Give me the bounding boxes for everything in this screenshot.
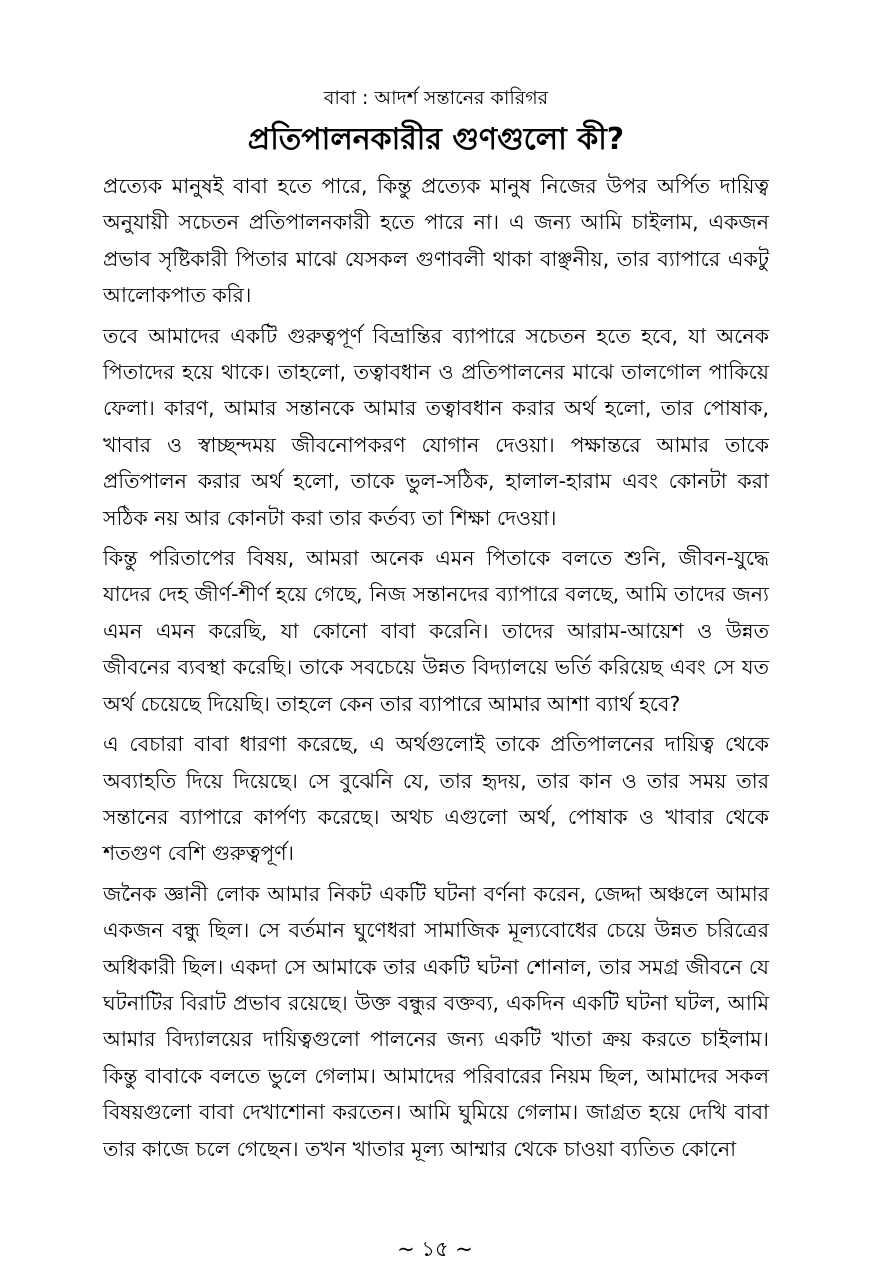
paragraph-5: জনৈক জ্ঞানী লোক আমার নিকট একটি ঘটনা বর্ণনা করেন, জেদ্দা অঞ্চলে আমার একজন বন্ধু ছিল। সে বর্তমান ঘুণেধরা সামাজিক মূল্যবোধের চেয়ে উন্নত চরিত্রের অধিকারী ছিল। একদা সে আমাকে তার একটি ঘটনা শোনাল, তার সমগ্র জীবনে যে ঘটনাটির বিরাট প্রভাব রয়েছে। উক্ত বন্ধুর বক্তব্য, একদিন একটি ঘটনা ঘটল, আমি আমার বিদ্যালয়ের দায়িত্বগুলো পালনের জন্য একটি খাতা ক্রয় করতে চাইলাম। কিন্তু বাবাকে বলতে ভুলে গেলাম। আমাদের পরিবারের নিয়ম ছিল, আমাদের সকল বিষয়গুলো বাবা দেখাশোনা করতেন। আমি ঘুমিয়ে গেলাম। জাগ্রত হয়ে দেখি বাবা তার কাজে চলে গেছেন। তখন খাতার মূল্য আম্মার থেকে চাওয়া ব্যতিত কোনো [103, 881, 769, 1161]
paragraph-3: কিন্তু পরিতাপের বিষয়, আমরা অনেক এমন পিতাকে বলতে শুনি, জীবন-যুদ্ধে যাদের দেহ জীর্ণ-শীর্ণ হয়ে গেছে, নিজ সন্তানদের ব্যাপারে বলছে, আমি তাদের জন্য এমন এমন করেছি, যা কোনো বাবা করেনি। তাদের আরাম-আয়েশ ও উন্নত জীবনের ব্যবস্থা করেছি। তাকে সবচেয়ে উন্নত বিদ্যালয়ে ভর্তি করিয়েছ এবং সে যত অর্থ চেয়েছে দিয়েছি। তাহলে কেন তার ব্যাপারে আমার আশা ব্যার্থ হবে? [103, 546, 769, 716]
paragraph-1: প্রত্যেক মানুষই বাবা হতে পারে, কিন্তু প্রত্যেক মানুষ নিজের উপর অর্পিত দায়িত্ব অনুযায়ী সচেতন প্রতিপালনকারী হতে পারে না। এ জন্য আমি চাইলাম, একজন প্রভাব সৃষ্টিকারী পিতার মাঝে যেসকল গুণাবলী থাকা বাঞ্ছনীয়, তার ব্যাপারে একটু আলোকপাত করি। [103, 174, 769, 308]
paragraph-2: তবে আমাদের একটি গুরুত্বপূর্ণ বিভ্রান্তির ব্যাপারে সচেতন হতে হবে, যা অনেক পিতাদের হয়ে থাকে। তাহলো, তত্বাবধান ও প্রতিপালনের মাঝে তালগোল পাকিয়ে ফেলা। কারণ, আমার সন্তানকে আমার তত্বাবধান করার অর্থ হলো, তার পোষাক, খাবার ও স্বাচ্ছন্দময় জীবনোপকরণ যোগান দেওয়া। পক্ষান্তরে আমার তাকে প্রতিপালন করার অর্থ হলো, তাকে ভুল-সঠিক, হালাল-হারাম এবং কোনটা করা সঠিক নয় আর কোনটা করা তার কর্তব্য তা শিক্ষা দেওয়া। [103, 323, 769, 530]
chapter-title: প্রতিপালনকারীর গুণগুলো কী? [247, 122, 625, 157]
page-number: ~ ১৫ ~ [397, 1237, 473, 1261]
running-header: বাবা : আদর্শ সন্তানের কারিগর [323, 87, 549, 109]
paragraph-4: এ বেচারা বাবা ধারণা করেছে, এ অর্থগুলোই তাকে প্রতিপালনের দায়িত্ব থেকে অব্যাহতি দিয়ে দিয়েছে। সে বুঝেনি যে, তার হৃদয়, তার কান ও তার সময় তার সন্তানের ব্যাপারে কার্পণ্য করেছে। অথচ এগুলো অর্থ, পোষাক ও খাবার থেকে শতগুণ বেশি গুরুত্বপূর্ণ। [103, 732, 769, 866]
page-body [103, 84, 769, 1171]
